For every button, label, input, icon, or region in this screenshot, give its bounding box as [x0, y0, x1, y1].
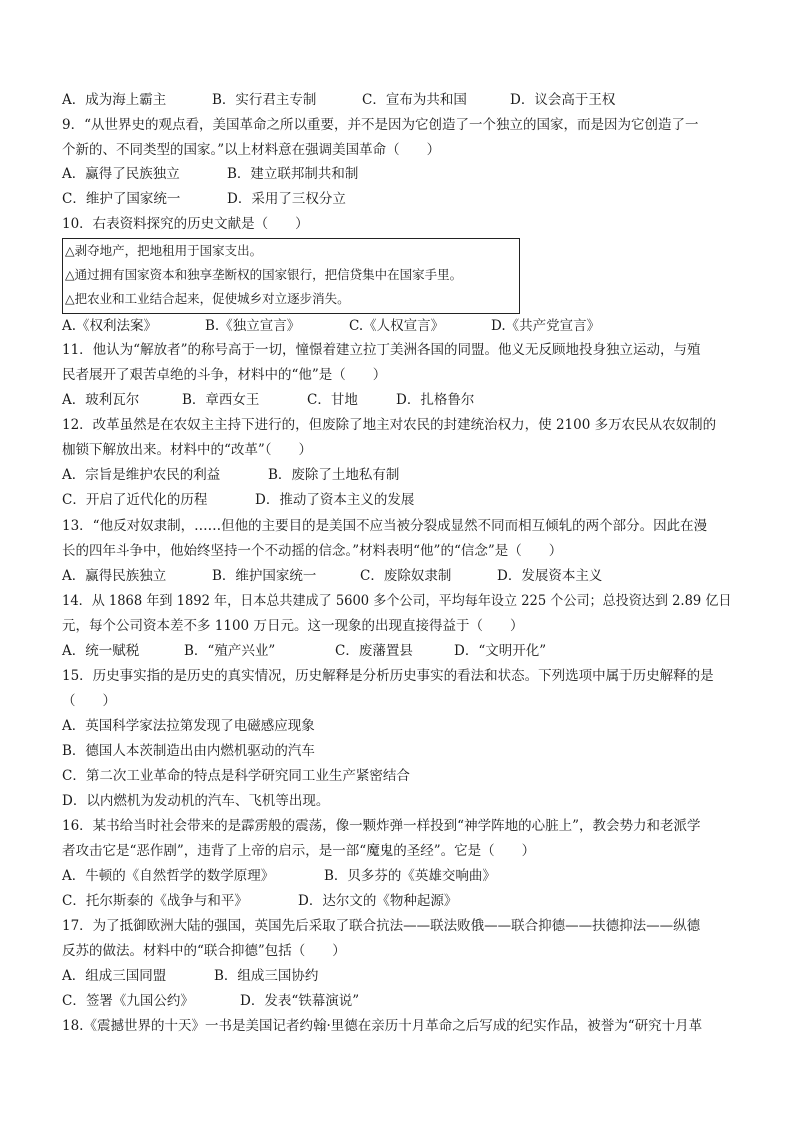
q8-option-a: A．成为海上霸主 [62, 92, 167, 108]
q12-stem-line2: 枷锁下解放出来。材料中的“改革”（ ） [62, 442, 313, 458]
q8-option-d: D．议会高于王权 [510, 92, 616, 108]
q9-option-d: D．采用了三权分立 [227, 191, 346, 207]
q11-stem-line1: 11．他认为“解放者”的称号高于一切，憧憬着建立拉丁美洲各国的同盟。他义无反顾地投身独立运动，与殖 [62, 342, 701, 358]
q13-stem-line2: 长的四年斗争中，他始终坚持一个不动摇的信念。”材料表明“他”的“信念”是（ ） [62, 543, 563, 559]
q10-option-c: C.《人权宣言》 [349, 318, 445, 334]
q16-option-d: D．达尔文的《物种起源》 [298, 893, 458, 909]
q10-option-b: B.《独立宣言》 [205, 318, 301, 334]
q9-option-b: B．建立联邦制共和制 [227, 166, 359, 182]
q12-stem-line1: 12．改革虽然是在农奴主主持下进行的，但废除了地主对农民的封建统治权力，使 2100 多万农民从农奴制的 [62, 417, 717, 433]
q16-option-a: A．牛顿的《自然哲学的数学原理》 [62, 868, 275, 884]
q9-option-c: C．维护了国家统一 [62, 191, 181, 207]
q10-box-line2: △通过拥有国家资本和独享垄断权的国家银行，把信贷集中在国家手里。 [65, 267, 463, 282]
q11-stem-line2: 民者展开了艰苦卓绝的斗争，材料中的“他”是（ ） [62, 367, 387, 383]
q13-option-d: D．发展资本主义 [497, 568, 603, 584]
q14-option-d: D．“文明开化” [454, 643, 547, 659]
q10-option-d: D.《共产党宣言》 [491, 318, 601, 334]
q10-stem: 10．右表资料探究的历史文献是（ ） [62, 216, 309, 232]
q16-option-c: C．托尔斯泰的《战争与和平》 [62, 893, 248, 909]
q17-stem-line1: 17．为了抵御欧洲大陆的强国，英国先后采取了联合抗法——联法败俄——联合抑德——扶德抑法——纵德 [62, 918, 701, 934]
q15-option-c: C．第二次工业革命的特点是科学研究同工业生产紧密结合 [62, 768, 410, 784]
q8-option-c: C．宣布为共和国 [362, 92, 467, 108]
q15-option-a: A．英国科学家法拉第发现了电磁感应现象 [62, 718, 315, 734]
q11-option-d: D．扎格鲁尔 [396, 392, 475, 408]
q10-option-a: A.《权利法案》 [62, 318, 158, 334]
q16-stem-line1: 16．某书给当时社会带来的是霹雳般的震荡，像一颗炸弹一样投到“神学阵地的心脏上”，教会势力和老派学 [62, 818, 701, 834]
q13-option-a: A．赢得民族独立 [62, 568, 167, 584]
q10-box-line1: △剥夺地产，把地租用于国家支出。 [65, 243, 263, 258]
q14-stem-line2: 元，每个公司资本差不多 1100 万日元。这一现象的出现直接得益于（ ） [62, 618, 524, 634]
q14-option-c: C．废藩置县 [335, 643, 413, 659]
q13-option-c: C．废除奴隶制 [360, 568, 452, 584]
q9-stem-line1: 9．“从世界史的观点看，美国革命之所以重要，并不是因为它创造了一个独立的国家，而是因为它创造了一 [62, 117, 699, 133]
q13-stem-line1: 13．“他反对奴隶制，……但他的主要目的是美国不应当被分裂成显然不同而相互倾轧的两个部分。因此在漫 [62, 518, 708, 534]
q14-option-a: A．统一赋税 [62, 643, 140, 659]
q11-option-c: C．甘地 [307, 392, 358, 408]
q15-option-b: B．德国人本茨制造出由内燃机驱动的汽车 [62, 743, 315, 759]
q12-option-c: C．开启了近代化的历程 [62, 492, 208, 508]
q14-stem-line1: 14．从 1868 年到 1892 年，日本总共建成了 5600 多个公司，平均每年设立 225 个公司；总投资达到 2.89 亿日 [62, 593, 732, 609]
q12-option-b: B．废除了土地私有制 [268, 467, 400, 483]
q11-option-b: B．章西女王 [182, 392, 260, 408]
q15-stem-line1: 15．历史事实指的是历史的真实情况，历史解释是分析历史事实的看法和状态。下列选项中属于历史解释的是 [62, 668, 714, 684]
q17-stem-line2: 反苏的做法。材料中的“联合抑德”包括（ ） [62, 943, 346, 959]
q17-option-d: D．发表“铁幕演说” [240, 993, 360, 1009]
q10-material-box [62, 238, 520, 314]
q12-option-a: A．宗旨是维护农民的利益 [62, 467, 221, 483]
q17-option-a: A．组成三国同盟 [62, 968, 167, 984]
q18-stem-line1: 18.《震撼世界的十天》一书是美国记者约翰·里德在亲历十月革命之后写成的纪实作品，被誉为“研究十月革 [62, 1018, 703, 1034]
q15-option-d: D．以内燃机为发动机的汽车、飞机等出现。 [62, 793, 330, 809]
q12-option-d: D．推动了资本主义的发展 [255, 492, 415, 508]
q15-stem-line2: （ ） [62, 693, 116, 709]
q14-option-b: B．“殖产兴业” [184, 643, 276, 659]
q9-stem-line2: 个新的、不同类型的国家。”以上材料意在强调美国革命（ ） [62, 142, 441, 158]
q8-option-b: B．实行君主专制 [212, 92, 317, 108]
q9-option-a: A．赢得了民族独立 [62, 166, 180, 182]
q10-box-line3: △把农业和工业结合起来，促使城乡对立逐步消失。 [65, 291, 350, 306]
q16-stem-line2: 者攻击它是“恶作剧”，违背了上帝的启示，是一部“魔鬼的圣经”。它是（ ） [62, 843, 536, 859]
q17-option-c: C．签署《九国公约》 [62, 993, 194, 1009]
q16-option-b: B．贝多芬的《英雄交响曲》 [324, 868, 496, 884]
q17-option-b: B．组成三国协约 [214, 968, 319, 984]
q13-option-b: B．维护国家统一 [212, 568, 317, 584]
q11-option-a: A．玻利瓦尔 [62, 392, 140, 408]
